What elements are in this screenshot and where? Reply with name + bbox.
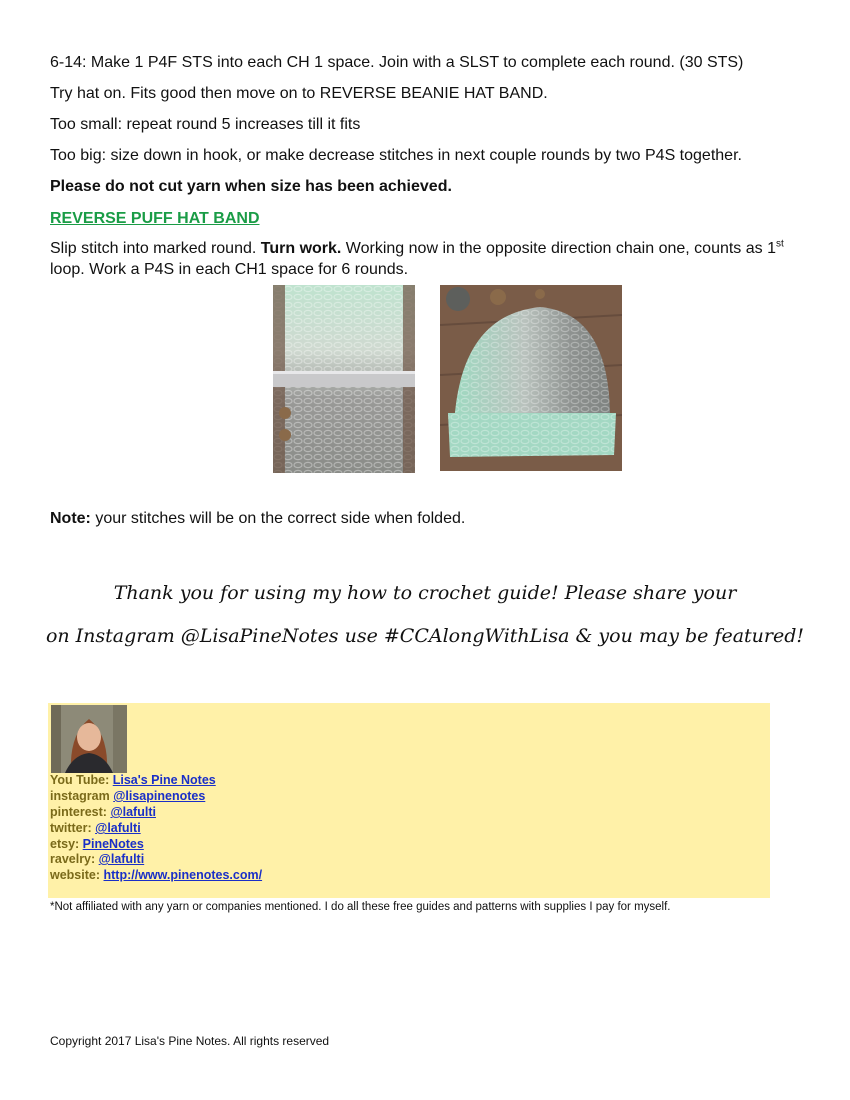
instruction-try-on: Try hat on. Fits good then move on to REVERSE BEANIE HAT BAND.	[50, 85, 548, 102]
bio-youtube	[50, 772, 216, 788]
bio-ravelry	[50, 851, 144, 867]
instruction-too-small: Too small: repeat round 5 increases till it fits	[50, 116, 361, 133]
author-avatar	[51, 705, 127, 773]
band-text-1: Slip stitch into marked round.	[50, 240, 261, 257]
bio-etsy	[50, 836, 144, 852]
etsy-label: etsy:	[50, 837, 83, 851]
band-superscript: st	[776, 238, 784, 250]
instruction-round-6-14: 6-14: Make 1 P4F STS into each CH 1 space. Join with a SLST to complete each round. (30 STS)	[50, 54, 744, 71]
note-text: your stitches will be on the correct side when folded.	[90, 510, 466, 527]
ravelry-label: ravelry:	[50, 852, 99, 866]
twitter-link[interactable]: @lafulti	[95, 821, 141, 835]
band-heading: REVERSE PUFF HAT BAND	[50, 210, 260, 227]
bio-instagram	[50, 788, 205, 804]
instagram-link[interactable]: @lisapinenotes	[113, 789, 206, 803]
turn-work-emphasis: Turn work.	[260, 240, 342, 257]
band-instructions	[50, 238, 795, 280]
do-not-cut-warning: Please do not cut yarn when size has been achieved.	[50, 178, 452, 195]
band-text-3: loop. Work a P4S in each CH1 space for 6 rounds.	[50, 261, 409, 278]
disclaimer: *Not affiliated with any yarn or companies mentioned. I do all these free guides and patterns with supplies I pay for myself.	[50, 901, 671, 913]
pinterest-link[interactable]: @lafulti	[110, 805, 156, 819]
author-bio-box	[48, 703, 770, 898]
pinterest-label: pinterest:	[50, 805, 111, 819]
instagram-label: instagram	[50, 789, 114, 803]
bio-pinterest	[50, 804, 156, 820]
twitter-label: twitter:	[50, 821, 96, 835]
youtube-label: You Tube:	[50, 773, 113, 787]
etsy-link[interactable]: PineNotes	[82, 837, 144, 851]
thank-you-line-1: Thank you for using my how to crochet guide! Please share your	[113, 582, 737, 604]
ravelry-link[interactable]: @lafulti	[98, 852, 145, 866]
note-line	[50, 508, 465, 529]
copyright: Copyright 2017 Lisa's Pine Notes. All rights reserved	[50, 1034, 330, 1048]
website-label: website:	[50, 868, 104, 882]
band-text-2: Working now in the opposite direction chain one, counts as 1	[341, 240, 776, 257]
note-label: Note:	[50, 510, 91, 527]
finished-hat-photo	[440, 285, 622, 471]
bio-website	[50, 867, 262, 883]
instruction-too-big: Too big: size down in hook, or make decrease stitches in next couple rounds by two P4S together.	[50, 147, 742, 164]
hat-ruler-photo	[273, 285, 415, 473]
website-link[interactable]: http://www.pinenotes.com/	[103, 868, 263, 882]
thank-you-line-2: on Instagram @LisaPineNotes use #CCAlongWithLisa & you may be featured!	[45, 625, 805, 647]
youtube-link[interactable]: Lisa's Pine Notes	[112, 773, 216, 787]
bio-twitter	[50, 820, 141, 836]
